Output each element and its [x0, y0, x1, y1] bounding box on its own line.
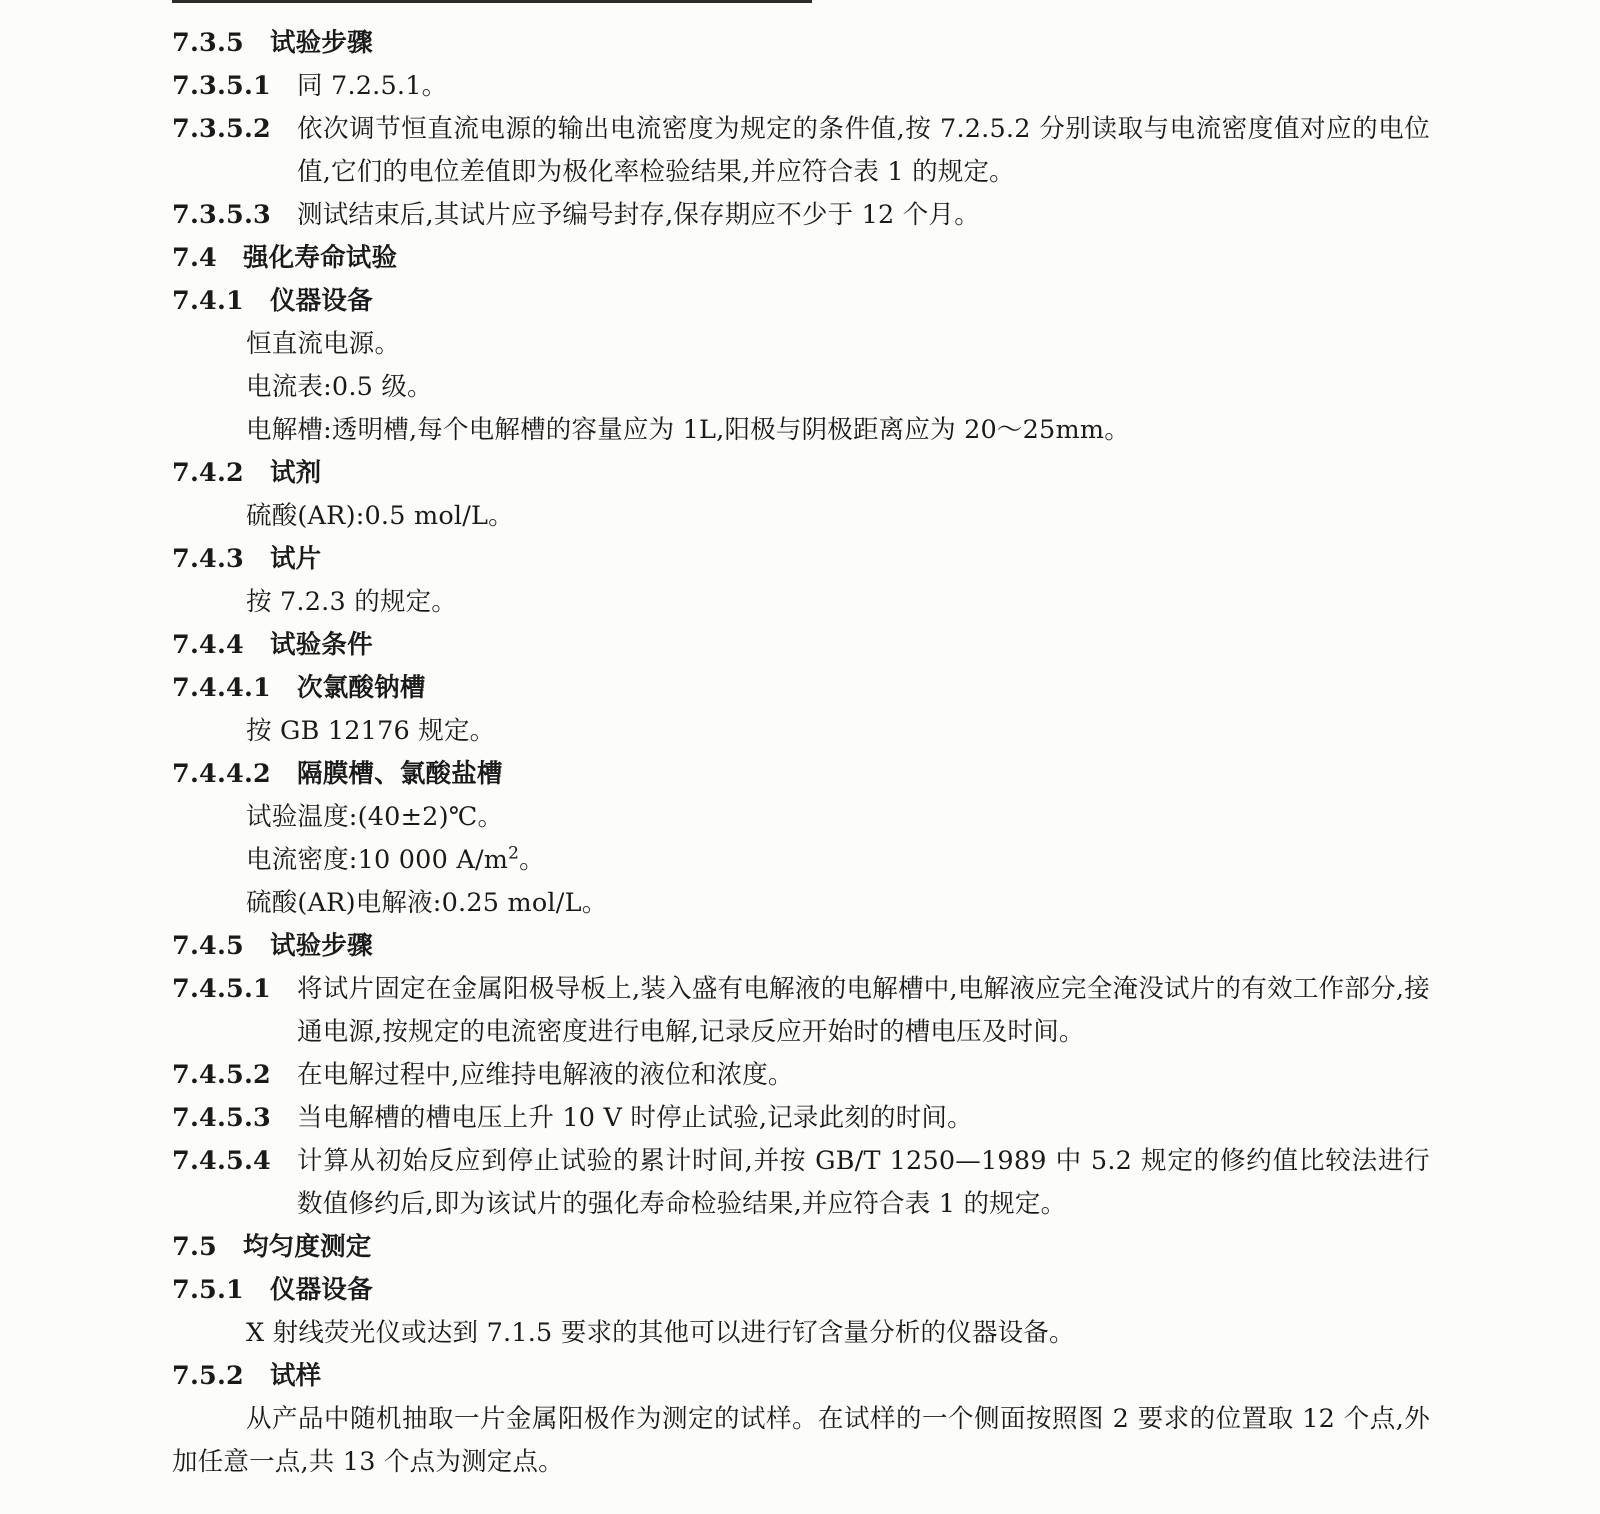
section-number: 7.4.2: [172, 458, 244, 488]
body-text: 恒直流电源。: [246, 329, 401, 359]
section-number: 7.4.4.2: [172, 759, 272, 789]
section-number: 7.5.1: [172, 1275, 244, 1305]
body-text: 硫酸(AR)电解液:0.25 mol/L。: [246, 888, 608, 918]
section-7-5-1: [172, 1269, 1430, 1312]
section-title: 隔膜槽、氯酸盐槽: [297, 759, 503, 789]
body-text-with-superscript: [172, 839, 1430, 882]
section-number: 7.3.5.2: [172, 114, 272, 144]
section-number: 7.4.5.1: [172, 974, 272, 1004]
section-text: 计算从初始反应到停止试验的累计时间,并按 GB/T 1250—1989 中 5.2 规定的修约值比较法进行数值修约后,即为该试片的强化寿命检验结果,并应符合表 1 的规定。: [297, 1146, 1430, 1219]
section-7-4: [172, 237, 1430, 280]
section-number: 7.4.4.1: [172, 673, 272, 703]
superscript: 2: [508, 843, 520, 864]
section-title: 试验步骤: [269, 28, 373, 58]
section-number: 7.5: [172, 1232, 217, 1262]
section-number: 7.3.5: [172, 28, 244, 58]
body-text: X 射线荧光仪或达到 7.1.5 要求的其他可以进行钌含量分析的仪器设备。: [246, 1318, 1075, 1348]
page-top-rule: [172, 0, 812, 3]
section-7-4-2: [172, 452, 1430, 495]
section-7-4-1: [172, 280, 1430, 323]
section-7-4-4: [172, 624, 1430, 667]
section-number: 7.4.4: [172, 630, 244, 660]
section-number: 7.3.5.1: [172, 71, 272, 101]
document-body: [172, 22, 1430, 1484]
section-7-4-5-1: [172, 968, 1430, 1054]
body-paragraph: 从产品中随机抽取一片金属阳极作为测定的试样。在试样的一个侧面按照图 2 要求的位置取 12 个点,外加任意一点,共 13 个点为测定点。: [172, 1404, 1430, 1477]
section-7-4-3: [172, 538, 1430, 581]
section-7-4-4-2: [172, 753, 1430, 796]
section-number: 7.4.3: [172, 544, 244, 574]
section-number: 7.3.5.3: [172, 200, 272, 230]
body-text: 按 GB 12176 规定。: [246, 716, 496, 746]
section-7-4-4-1: [172, 667, 1430, 710]
section-text: 在电解过程中,应维持电解液的液位和浓度。: [297, 1060, 794, 1090]
section-title: 试验条件: [269, 630, 373, 660]
section-7-4-5-4: [172, 1140, 1430, 1226]
section-title: 试验步骤: [269, 931, 373, 961]
body-text: 电解槽:透明槽,每个电解槽的容量应为 1L,阳极与阴极距离应为 20～25mm。: [246, 415, 1130, 445]
section-7-5-2: [172, 1355, 1430, 1398]
section-number: 7.4: [172, 243, 217, 273]
section-7-4-5-3: [172, 1097, 1430, 1140]
body-text: 试验温度:(40±2)℃。: [246, 802, 504, 832]
section-number: 7.4.1: [172, 286, 244, 316]
section-title: 试片: [269, 544, 322, 574]
body-text: 电流表:0.5 级。: [246, 372, 433, 402]
section-title: 均匀度测定: [242, 1232, 372, 1262]
section-title: 试样: [269, 1361, 322, 1391]
section-text: 测试结束后,其试片应予编号封存,保存期应不少于 12 个月。: [297, 200, 980, 230]
section-7-3-5-1: [172, 65, 1430, 108]
section-number: 7.4.5.4: [172, 1146, 272, 1176]
trailing-punctuation: 。: [519, 845, 545, 875]
section-7-3-5-3: [172, 194, 1430, 237]
section-7-4-5-2: [172, 1054, 1430, 1097]
section-text: 同 7.2.5.1。: [297, 71, 448, 101]
section-7-3-5-2: [172, 108, 1430, 194]
section-title: 次氯酸钠槽: [297, 673, 426, 703]
section-text: 将试片固定在金属阳极导板上,装入盛有电解液的电解槽中,电解液应完全淹没试片的有效工作部分,接通电源,按规定的电流密度进行电解,记录反应开始时的槽电压及时间。: [297, 974, 1430, 1047]
current-density-text: 电流密度:10 000 A/m: [246, 845, 509, 875]
section-number: 7.4.5: [172, 931, 244, 961]
section-7-3-5: [172, 22, 1430, 65]
section-7-4-5: [172, 925, 1430, 968]
body-text: 硫酸(AR):0.5 mol/L。: [246, 501, 514, 531]
section-number: 7.4.5.3: [172, 1103, 272, 1133]
section-title: 仪器设备: [269, 1275, 373, 1305]
section-title: 强化寿命试验: [242, 243, 398, 273]
section-7-5: [172, 1226, 1430, 1269]
section-title: 仪器设备: [269, 286, 373, 316]
section-number: 7.5.2: [172, 1361, 244, 1391]
section-number: 7.4.5.2: [172, 1060, 272, 1090]
section-title: 试剂: [269, 458, 322, 488]
section-text: 依次调节恒直流电源的输出电流密度为规定的条件值,按 7.2.5.2 分别读取与电流密度值对应的电位值,它们的电位差值即为极化率检验结果,并应符合表 1 的规定。: [297, 114, 1430, 187]
body-text: 按 7.2.3 的规定。: [246, 587, 457, 617]
section-text: 当电解槽的槽电压上升 10 V 时停止试验,记录此刻的时间。: [297, 1103, 973, 1133]
